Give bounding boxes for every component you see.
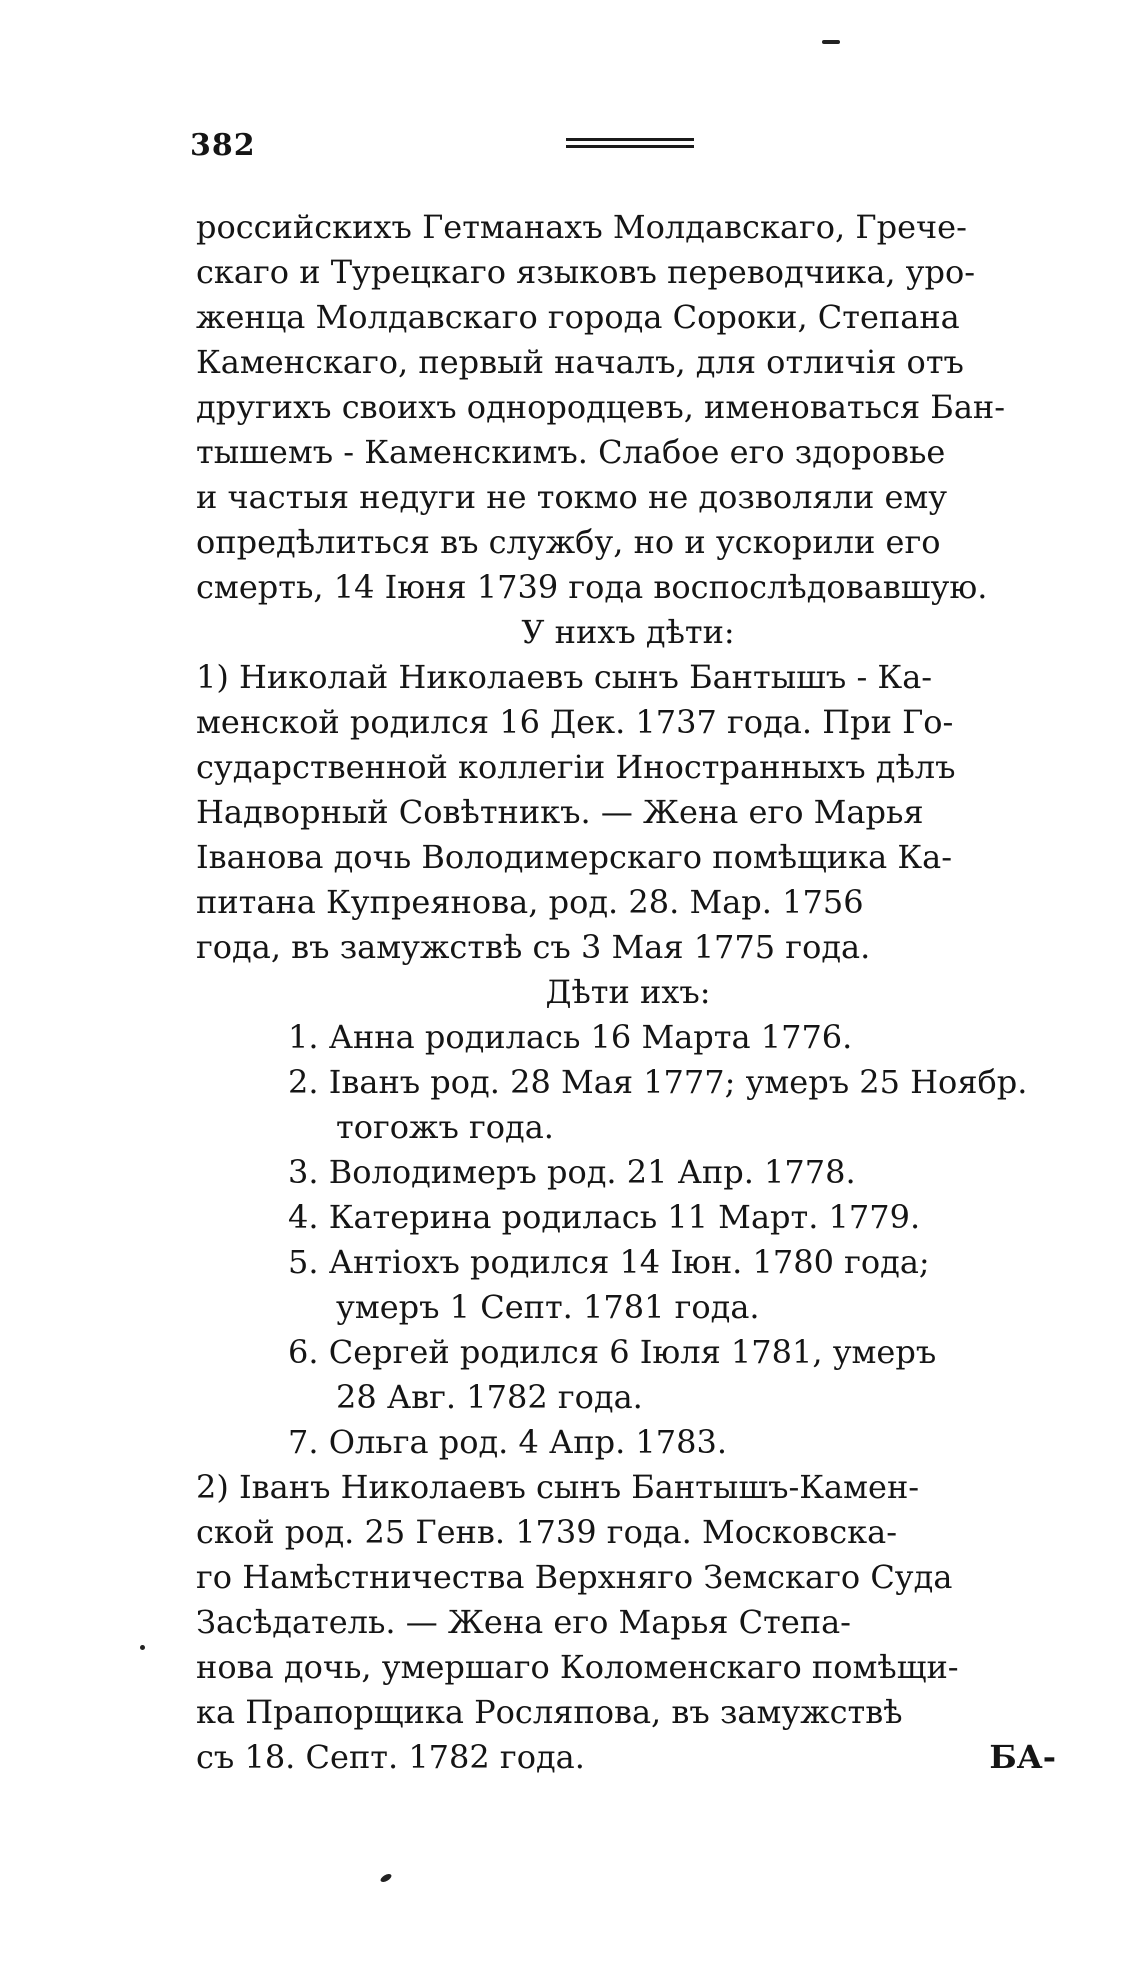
page-number: 382 xyxy=(190,128,256,163)
child-item xyxy=(196,1150,1060,1195)
child-item xyxy=(196,1195,1060,1240)
text-line xyxy=(196,925,1060,970)
text-line xyxy=(196,1465,1060,1510)
text-line xyxy=(196,1645,1060,1690)
text-line xyxy=(196,880,1060,925)
text-line xyxy=(196,745,1060,790)
text-line xyxy=(196,1735,1060,1780)
text-line xyxy=(196,1555,1060,1600)
text-span: го Намѣстничества Верхняго Земскаго Суда xyxy=(196,1558,953,1596)
text-line xyxy=(196,1600,1060,1645)
text-span: Іванова дочь Володимерскаго помѣщика Ка- xyxy=(196,838,952,876)
catchword: БА- xyxy=(989,1738,1056,1776)
text-span: Надворный Совѣтникъ. — Жена его Марья xyxy=(196,793,924,831)
text-span: ка Прапорщика Росляпова, въ замужствѣ xyxy=(196,1693,903,1731)
text-span: 3. Володимеръ род. 21 Апр. 1778. xyxy=(288,1153,856,1191)
text-line xyxy=(196,475,1060,520)
text-span: Каменскаго, первый началъ, для отличія отъ xyxy=(196,343,964,381)
text-span: другихъ своихъ однородцевъ, именоваться Бан- xyxy=(196,388,1006,426)
text-span: 2) Іванъ Николаевъ сынъ Бантышъ-Камен- xyxy=(196,1468,920,1506)
text-line xyxy=(196,835,1060,880)
child-item xyxy=(196,1015,1060,1060)
text-span: нова дочь, умершаго Коломенскаго помѣщи- xyxy=(196,1648,959,1686)
text-span: тогожъ года. xyxy=(336,1108,554,1146)
text-span: ской род. 25 Генв. 1739 года. Московска- xyxy=(196,1513,897,1551)
child-item-continuation xyxy=(196,1375,1060,1420)
child-item xyxy=(196,1330,1060,1375)
text-span: женца Молдавскаго города Сороки, Степана xyxy=(196,298,960,336)
text-line xyxy=(196,1510,1060,1555)
text-line xyxy=(196,700,1060,745)
child-item xyxy=(196,1420,1060,1465)
text-line xyxy=(196,565,1060,610)
text-span: тышемъ - Каменскимъ. Слабое его здоровье xyxy=(196,433,946,471)
text-line xyxy=(196,790,1060,835)
text-span: 6. Сергей родился 6 Іюля 1781, умеръ xyxy=(288,1333,937,1371)
text-span: съ 18. Септ. 1782 года. xyxy=(196,1738,585,1776)
child-item xyxy=(196,1060,1060,1105)
text-span: умеръ 1 Септ. 1781 года. xyxy=(336,1288,760,1326)
text-span: питана Купреянова, род. 28. Мар. 1756 xyxy=(196,883,864,921)
child-item xyxy=(196,1240,1060,1285)
ink-speck xyxy=(140,1645,145,1650)
text-span: 28 Авг. 1782 года. xyxy=(336,1378,643,1416)
ink-speck xyxy=(379,1872,392,1883)
text-line xyxy=(196,250,1060,295)
text-span: У нихъ дѣти: xyxy=(521,613,735,651)
text-span: сударственной коллегіи Иностранныхъ дѣлъ xyxy=(196,748,956,786)
child-item-continuation xyxy=(196,1285,1060,1330)
body-text xyxy=(196,205,1060,1780)
text-span: 1) Николай Николаевъ сынъ Бантышъ - Ка- xyxy=(196,658,933,696)
text-line xyxy=(196,655,1060,700)
text-span: менской родился 16 Дек. 1737 года. При Го- xyxy=(196,703,954,741)
text-span: российскихъ Гетманахъ Молдавскаго, Грече- xyxy=(196,208,967,246)
text-span: опредѣлиться въ службу, но и ускорили его xyxy=(196,523,941,561)
text-line xyxy=(196,205,1060,250)
text-span: и частыя недуги не токмо не дозволяли ему xyxy=(196,478,948,516)
text-line xyxy=(196,430,1060,475)
text-line xyxy=(196,520,1060,565)
text-span: 4. Катерина родилась 11 Март. 1779. xyxy=(288,1198,921,1236)
text-span: смерть, 14 Іюня 1739 года воспослѣдовавшую. xyxy=(196,568,988,606)
section-heading xyxy=(196,970,1060,1015)
text-line xyxy=(196,340,1060,385)
text-span: 1. Анна родилась 16 Марта 1776. xyxy=(288,1018,853,1056)
text-line xyxy=(196,295,1060,340)
text-span: года, въ замужствѣ съ 3 Мая 1775 года. xyxy=(196,928,871,966)
text-span: Засѣдатель. — Жена его Марья Степа- xyxy=(196,1603,851,1641)
text-span: 2. Іванъ род. 28 Мая 1777; умеръ 25 Ноябр. xyxy=(288,1063,1028,1101)
text-span: Дѣти ихъ: xyxy=(545,973,711,1011)
child-item-continuation xyxy=(196,1105,1060,1150)
text-line xyxy=(196,385,1060,430)
text-line xyxy=(196,1690,1060,1735)
text-span: 7. Ольга род. 4 Апр. 1783. xyxy=(288,1423,728,1461)
header-rule xyxy=(566,138,694,160)
section-heading xyxy=(196,610,1060,655)
ink-speck xyxy=(822,40,840,44)
text-span: скаго и Турецкаго языковъ переводчика, уро- xyxy=(196,253,976,291)
text-span: 5. Антіохъ родился 14 Іюн. 1780 года; xyxy=(288,1243,930,1281)
